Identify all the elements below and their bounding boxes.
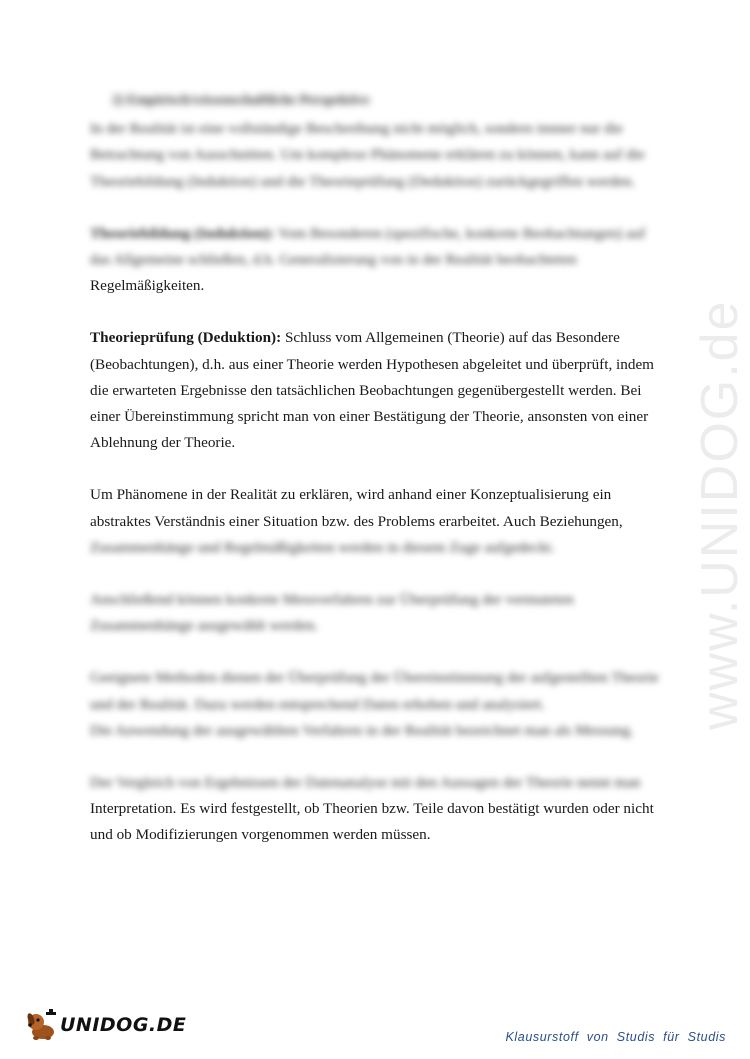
watermark: www.UNIDOG.de (691, 299, 749, 730)
term-induction: Theoriebildung (Induktion): (90, 224, 275, 242)
document-body (90, 88, 668, 849)
interpretation-text-blurred: Der Vergleich von Ergebnissen der Datenanalyse mit den Aussagen der Theorie nennt man (90, 774, 641, 792)
footer-tagline: Klausurstoff von Studis für Studis (505, 1030, 726, 1044)
conceptualization-text: Um Phänomene in der Realität zu erklären, wird anhand einer Konzeptualisierung ein abstraktes Verständnis einer Situation bzw. des Problems erarbeitet. Auch Beziehungen, (90, 486, 623, 530)
deduction-text: Schluss vom Allgemeinen (Theorie) auf das Besondere (Beobachtungen), d.h. aus einer Theorie werden Hypothesen abgeleitet und überprüft, indem die erwarteten Ergebnisse den tatsächlichen Beobachtungen gegenübergestellt werden. Bei einer Übereinstimmung spricht man von einer Bestätigung der Theorie, ansonsten von einer Ablehnung der Theorie. (90, 329, 654, 452)
paragraph-conceptualization (90, 482, 668, 561)
paragraph-methods: Geeignete Methoden dienen der Überprüfung der Übereinstimmung der aufgestellten Theorie und der Realität. Dazu werden entsprechend Daten erhoben und analysiert. (90, 669, 659, 713)
paragraph-reality: In der Realität ist eine vollständige Beschreibung nicht möglich, sondern immer nur die Betrachtung von Ausschnitten. Um komplexe Phänomene erklären zu können, kann auf die Theoriebildung (Induktion) und die Theorieprüfung (Deduktion) zurückgegriffen werden. (90, 120, 645, 190)
conceptualization-text-blurred: Zusammenhänge und Regelmäßigkeiten werden in diesem Zuge aufgedeckt. (90, 538, 555, 556)
paragraph-interpretation (90, 770, 668, 849)
dog-mascot-icon (24, 1008, 58, 1042)
logo-text: UNIDOG.DE (60, 1014, 187, 1036)
induction-text-visible: Regelmäßigkeiten. (90, 277, 205, 295)
paragraph-deduction (90, 325, 668, 456)
paragraph-induction (90, 221, 668, 300)
section-heading: 2) Empirisch/wissenschaftliche Perspektive (112, 93, 370, 108)
interpretation-text: Interpretation. Es wird festgestellt, ob Theorien bzw. Teile davon bestätigt wurden oder nicht und ob Modifizierungen vorgenommen werden müssen. (90, 800, 654, 844)
unidog-logo[interactable] (24, 1008, 186, 1042)
paragraph-measurement: Die Anwendung der ausgewählten Verfahren in der Realität bezeichnet man als Messung. (90, 721, 634, 739)
induction-text-blurred: Vom Besonderen (spezifische, konkrete Beobachtungen) auf das Allgemeine schließen, d.h. Generalisierung von in der Realität beobachteten (90, 224, 646, 269)
paragraph-measurement-selection: Anschließend können konkrete Messverfahren zur Überprüfung der vermuteten Zusammenhänge ausgewählt werden. (90, 591, 574, 635)
term-deduction: Theorieprüfung (Deduktion): (90, 329, 282, 347)
